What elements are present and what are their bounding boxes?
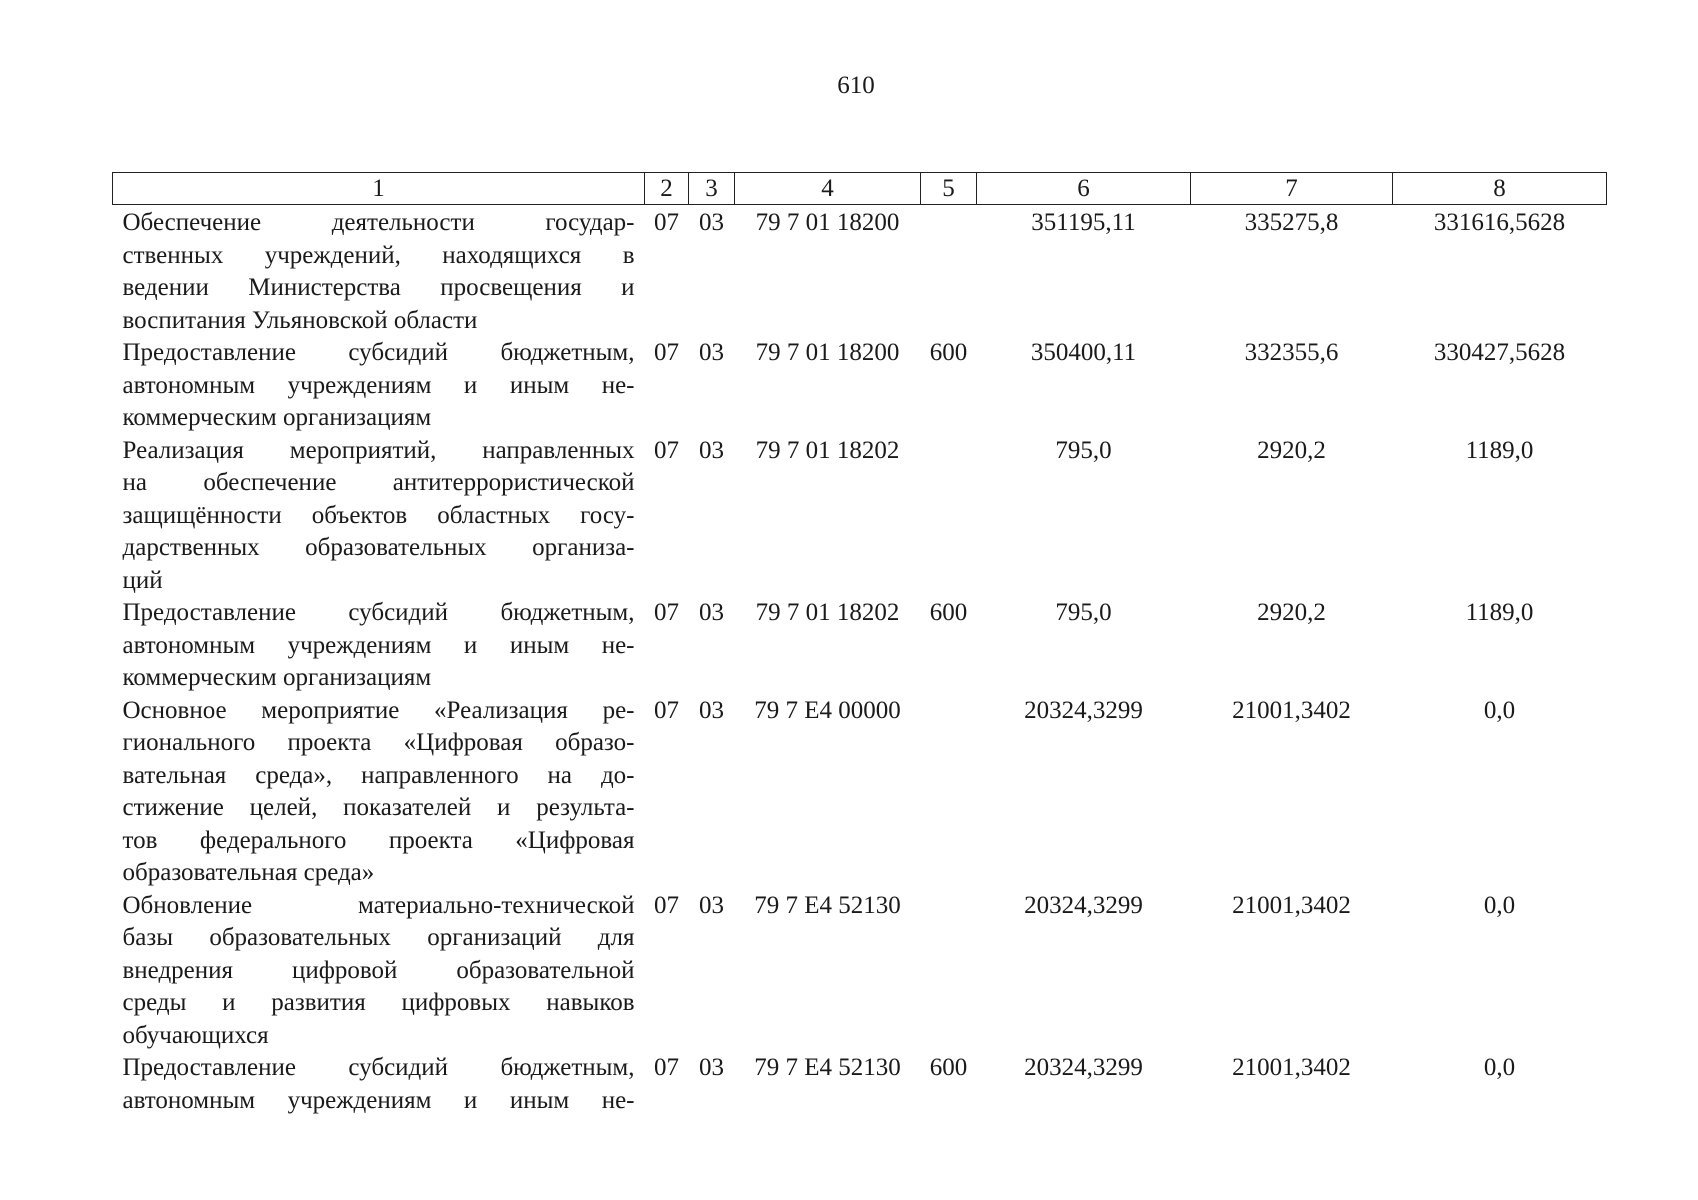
row-name-line: коммерческим организациям bbox=[122, 404, 432, 431]
expense-type-code bbox=[921, 205, 977, 338]
row-name-line: тов федерального проекта «Цифровая bbox=[122, 826, 635, 854]
amount-year-3: 1189,0 bbox=[1465, 436, 1534, 464]
column-header-4: 4 bbox=[735, 173, 921, 205]
section-code: 07 bbox=[654, 599, 679, 626]
column-header-1: 1 bbox=[113, 173, 645, 205]
amount-year-1: 795,0 bbox=[1055, 436, 1112, 464]
row-name-line: на обеспечение антитеррористической bbox=[122, 469, 635, 496]
target-article-code: 79 7 E4 52130 bbox=[754, 1054, 901, 1081]
amount-year-2: 2920,2 bbox=[1257, 436, 1326, 464]
row-name-line: гионального проекта «Цифровая образо- bbox=[122, 729, 635, 756]
column-header-8: 8 bbox=[1393, 173, 1607, 205]
row-name-line: ственных учреждений, находящихся в bbox=[122, 241, 635, 269]
subsection-code: 03 bbox=[699, 891, 724, 919]
subsection-code: 03 bbox=[699, 436, 724, 464]
section-code: 07 bbox=[654, 209, 679, 236]
subsection-code: 03 bbox=[699, 209, 724, 236]
section-code: 07 bbox=[654, 436, 679, 464]
column-header-6: 6 bbox=[977, 173, 1191, 205]
table-row bbox=[113, 435, 1607, 598]
column-header-2: 2 bbox=[645, 173, 689, 205]
row-name-line: Обеспечение деятельности государ- bbox=[122, 209, 635, 236]
row-name bbox=[113, 337, 645, 435]
amount-year-1: 20324,3299 bbox=[1024, 1054, 1143, 1081]
page-number: 610 bbox=[837, 72, 875, 99]
row-name-line: ций bbox=[122, 566, 163, 594]
row-name bbox=[113, 205, 645, 338]
row-name-line: защищённости объектов областных госу- bbox=[122, 501, 635, 529]
table-row bbox=[113, 597, 1607, 695]
expense-type-code bbox=[921, 695, 977, 890]
row-name-line: базы образовательных организаций для bbox=[122, 924, 635, 951]
expense-type-code: 600 bbox=[929, 1054, 968, 1081]
column-header-7: 7 bbox=[1191, 173, 1393, 205]
row-name-line: воспитания Ульяновской области bbox=[122, 306, 478, 334]
table-row bbox=[113, 205, 1607, 338]
amount-year-2: 21001,3402 bbox=[1232, 696, 1351, 724]
column-header-3: 3 bbox=[689, 173, 735, 205]
expense-type-code: 600 bbox=[929, 339, 968, 366]
amount-year-1: 20324,3299 bbox=[1024, 696, 1143, 724]
table-row bbox=[113, 890, 1607, 1053]
row-name-line: Предоставление субсидий бюджетным, bbox=[122, 599, 635, 626]
target-article-code: 79 7 01 18202 bbox=[755, 436, 900, 464]
target-article-code: 79 7 E4 00000 bbox=[754, 696, 901, 724]
row-name-line: Реализация мероприятий, направленных bbox=[122, 436, 635, 464]
amount-year-1: 20324,3299 bbox=[1024, 891, 1143, 919]
amount-year-1: 795,0 bbox=[1055, 599, 1112, 626]
budget-table bbox=[112, 172, 1607, 1117]
column-number-header-row bbox=[113, 173, 1607, 205]
amount-year-1: 351195,11 bbox=[1031, 209, 1136, 236]
target-article-code: 79 7 E4 52130 bbox=[754, 891, 901, 919]
row-name-line: Основное мероприятие «Реализация ре- bbox=[122, 696, 635, 724]
expense-type-code: 600 bbox=[929, 599, 968, 626]
amount-year-3: 0,0 bbox=[1483, 1054, 1516, 1081]
amount-year-2: 335275,8 bbox=[1244, 209, 1339, 236]
row-name-line: стижение целей, показателей и результа- bbox=[122, 794, 635, 821]
target-article-code: 79 7 01 18202 bbox=[755, 599, 900, 626]
expense-type-code bbox=[921, 435, 977, 598]
amount-year-3: 1189,0 bbox=[1465, 599, 1534, 626]
amount-year-2: 332355,6 bbox=[1244, 339, 1339, 366]
row-name bbox=[113, 890, 645, 1053]
row-name-line: дарственных образовательных организа- bbox=[122, 534, 635, 561]
row-name-line: Предоставление субсидий бюджетным, bbox=[122, 339, 635, 366]
column-header-5: 5 bbox=[921, 173, 977, 205]
row-name-line: ведении Министерства просвещения и bbox=[122, 274, 635, 301]
amount-year-2: 2920,2 bbox=[1257, 599, 1326, 626]
subsection-code: 03 bbox=[699, 696, 724, 724]
amount-year-3: 330427,5628 bbox=[1433, 339, 1566, 366]
section-code: 07 bbox=[654, 1054, 679, 1081]
amount-year-1: 350400,11 bbox=[1030, 339, 1137, 366]
amount-year-2: 21001,3402 bbox=[1232, 1054, 1351, 1081]
row-name bbox=[113, 435, 645, 598]
table-row bbox=[113, 695, 1607, 890]
target-article-code: 79 7 01 18200 bbox=[755, 339, 900, 366]
row-name bbox=[113, 597, 645, 695]
target-article-code: 79 7 01 18200 bbox=[755, 209, 900, 236]
table-body bbox=[113, 205, 1607, 1118]
subsection-code: 03 bbox=[699, 1054, 724, 1081]
amount-year-3: 0,0 bbox=[1483, 891, 1516, 919]
section-code: 07 bbox=[654, 339, 679, 366]
subsection-code: 03 bbox=[699, 599, 724, 626]
amount-year-3: 0,0 bbox=[1483, 696, 1516, 724]
row-name-line: автономным учреждениям и иным не- bbox=[122, 371, 635, 399]
row-name-line: Предоставление субсидий бюджетным, bbox=[122, 1054, 635, 1081]
row-name-line: коммерческим организациям bbox=[122, 664, 432, 691]
amount-year-2: 21001,3402 bbox=[1232, 891, 1351, 919]
row-name-line: внедрения цифровой образовательной bbox=[122, 956, 635, 984]
row-name bbox=[113, 695, 645, 890]
row-name-line: обучающихся bbox=[122, 1021, 269, 1049]
subsection-code: 03 bbox=[699, 339, 724, 366]
row-name-line: Обновление материально-технической bbox=[122, 891, 635, 919]
amount-year-3: 331616,5628 bbox=[1433, 209, 1566, 236]
expense-type-code bbox=[921, 890, 977, 1053]
table-row bbox=[113, 1052, 1607, 1117]
row-name-line: вательная среда», направленного на до- bbox=[122, 761, 635, 789]
section-code: 07 bbox=[654, 891, 679, 919]
row-name-line: среды и развития цифровых навыков bbox=[122, 989, 635, 1016]
row-name-line: автономным учреждениям и иным не- bbox=[122, 631, 635, 659]
section-code: 07 bbox=[654, 696, 679, 724]
row-name-line: образовательная среда» bbox=[122, 859, 375, 886]
row-name bbox=[113, 1052, 645, 1117]
table-row bbox=[113, 337, 1607, 435]
row-name-line: автономным учреждениям и иным не- bbox=[122, 1086, 635, 1114]
